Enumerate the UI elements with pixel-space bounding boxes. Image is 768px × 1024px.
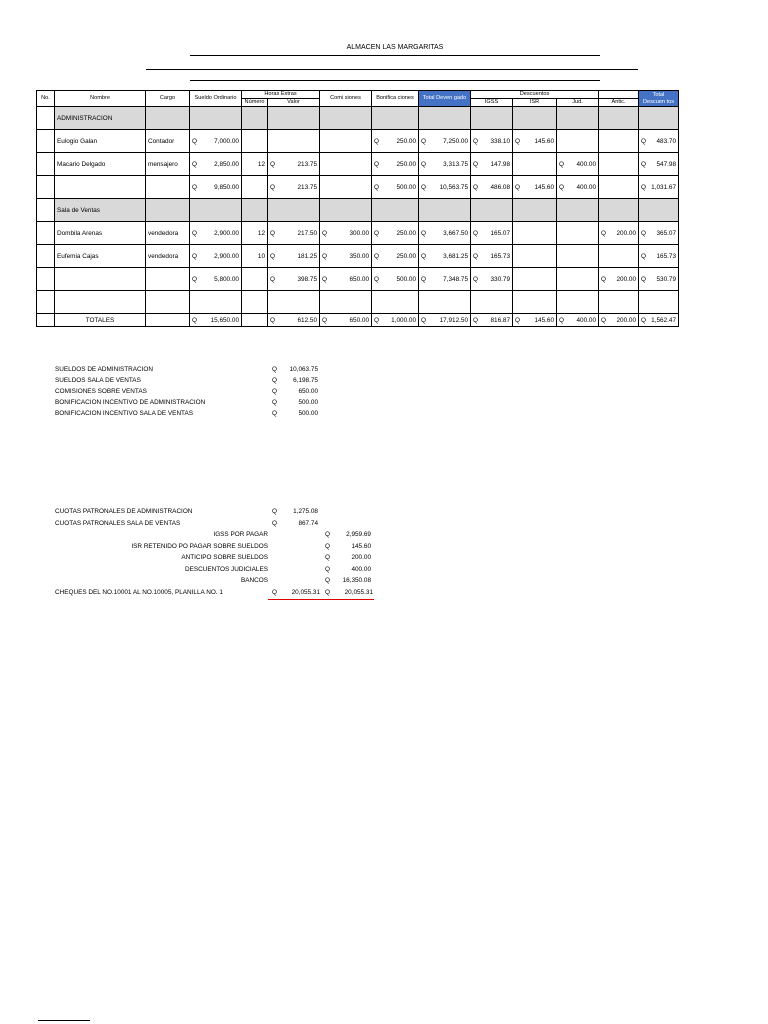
final-debit: 20,055.31 xyxy=(291,589,320,596)
employee-cargo: Contador xyxy=(146,130,190,153)
credit-label: ISR RETENIDO PO PAGAR SOBRE SUELDOS xyxy=(131,543,268,550)
header-isr: ISR xyxy=(513,99,557,107)
summary-value: 650.00 xyxy=(298,388,318,395)
header-numero: Número xyxy=(242,99,268,107)
totals-row: TOTALES Q 15,650.00 Q 612.50 Q 650.00 Q 1,000.00 Q 17,912.50 Q 816.87 Q 145.60 Q 400.00 Q 200.00 Q 1,562.47 xyxy=(37,314,679,327)
table-row: Macario Delgado mensajero Q 2,850.00 12 Q 213.75 Q 250.00 Q 3,313.75 Q 147.98 Q 400.00 Q 547.98 xyxy=(37,153,679,176)
employee-name: Eufemia Cajas xyxy=(55,245,146,268)
subtotal-row-admin: Q 9,850.00 Q 213.75 Q 500.00 Q 10,563.75 Q 486.08 Q 145.60 Q 400.00 Q 1,031.67 xyxy=(37,176,679,199)
employee-name: Dombila Arenas xyxy=(55,222,146,245)
summary-label: SUELDOS DE ADMINISTRACION xyxy=(55,366,154,373)
header-nombre: Nombre xyxy=(55,91,146,107)
header-valor: Valor xyxy=(268,99,320,107)
employee-cargo: vendedora xyxy=(146,245,190,268)
credit-label: ANTICIPO SOBRE SUELDOS xyxy=(181,554,268,561)
header-line-2 xyxy=(146,69,638,70)
section-label: Sala de Ventas xyxy=(55,199,146,222)
header-total-devengado: Total Deven gado xyxy=(419,91,471,107)
total-underline xyxy=(268,599,374,600)
header-horas-extras: Horas Extras xyxy=(242,91,320,99)
header-sueldo: Sueldo Ordinario xyxy=(190,91,242,107)
title-underline xyxy=(190,55,600,56)
header-bonificaciones: Bonifica ciones xyxy=(372,91,419,107)
debit-label: CUOTAS PATRONALES DE ADMINISTRACION xyxy=(55,508,193,515)
credit-label: IGSS POR PAGAR xyxy=(213,531,268,538)
page-corner-mark xyxy=(38,1020,90,1021)
debit-value: 1,275.08 xyxy=(293,508,318,515)
payroll-table xyxy=(36,90,679,327)
header-blank xyxy=(599,91,639,99)
employee-cargo: mensajero xyxy=(146,153,190,176)
summary-value: 10,063.75 xyxy=(289,366,318,373)
credit-value: 145.60 xyxy=(351,543,371,550)
header-no: No. xyxy=(37,91,55,107)
credit-value: 16,350.08 xyxy=(342,577,371,584)
employee-name: Eulogio Galan xyxy=(55,130,146,153)
header-descuentos: Descuentos xyxy=(471,91,599,99)
summary-label: COMISIONES SOBRE VENTAS xyxy=(55,388,147,395)
totals-label: TOTALES xyxy=(55,314,146,327)
summary-label: SUELDOS SALA DE VENTAS xyxy=(55,377,141,384)
header-antic: Antic. xyxy=(599,99,639,107)
credit-label: BANCOS xyxy=(241,577,268,584)
summary-value: 6,198.75 xyxy=(293,377,318,384)
employee-cargo: vendedora xyxy=(146,222,190,245)
credit-value: 400.00 xyxy=(351,566,371,573)
header-total-descuentos: Total Descuen tos xyxy=(639,91,679,107)
employee-name: Macario Delgado xyxy=(55,153,146,176)
table-row: Eulogio Galan Contador Q 7,000.00 Q 250.00 Q 7,250.00 Q 338.10 Q 145.60 Q 483.70 xyxy=(37,130,679,153)
final-credit: 20,055.31 xyxy=(344,589,373,596)
header-line-3 xyxy=(190,80,600,81)
blank-row xyxy=(37,291,679,314)
table-row: Dombila Arenas vendedora Q 2,900.00 12 Q 217.50 Q 300.00 Q 250.00 Q 3,667.50 Q 165.07 Q 200.00 Q 365.07 xyxy=(37,222,679,245)
debit-label: CUOTAS PATRONALES SALA DE VENTAS xyxy=(55,520,181,527)
header-igss: IGSS xyxy=(471,99,513,107)
section-row-admin xyxy=(37,107,679,130)
credit-label: DESCUENTOS JUDICIALES xyxy=(185,566,268,573)
section-row-ventas xyxy=(37,199,679,222)
debit-value: 867.74 xyxy=(298,520,318,527)
credit-value: 2,959.69 xyxy=(346,531,371,538)
credit-value: 200.00 xyxy=(351,554,371,561)
document-title: ALMACEN LAS MARGARITAS xyxy=(346,44,444,51)
summary-value: 500.00 xyxy=(298,410,318,417)
subtotal-row-ventas: Q 5,800.00 Q 398.75 Q 650.00 Q 500.00 Q 7,348.75 Q 330.79 Q 200.00 Q 530.79 xyxy=(37,268,679,291)
summary-label: BONIFICACION INCENTIVO SALA DE VENTAS xyxy=(55,410,194,417)
header-cargo: Cargo xyxy=(146,91,190,107)
final-label: CHEQUES DEL NO.10001 AL NO.10005, PLANILLA NO. 1 xyxy=(55,589,223,596)
table-row: Eufemia Cajas vendedora Q 2,900.00 10 Q 181.25 Q 350.00 Q 250.00 Q 3,681.25 Q 165.73 Q 165.73 xyxy=(37,245,679,268)
header-comisiones: Comi siones xyxy=(320,91,372,107)
summary-label: BONIFICACION INCENTIVO DE ADMINISTRACION xyxy=(55,399,206,406)
header-jud: Jud. xyxy=(557,99,599,107)
summary-value: 500.00 xyxy=(298,399,318,406)
section-label: ADMINISTRACION xyxy=(55,107,146,130)
